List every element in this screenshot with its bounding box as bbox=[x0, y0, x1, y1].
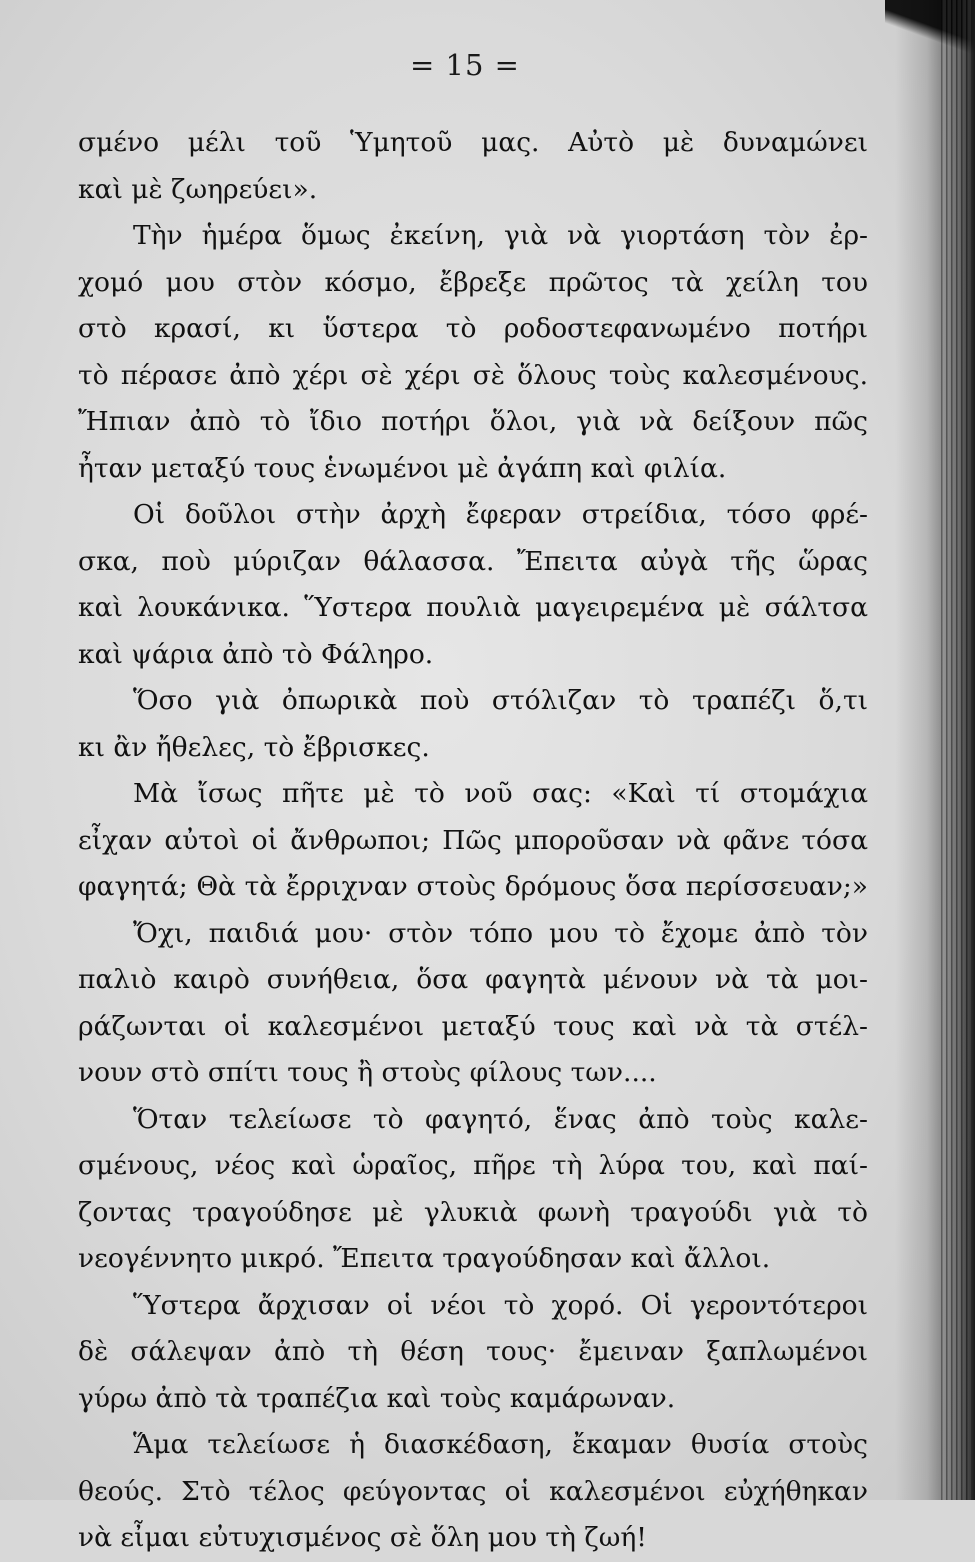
text-line: Οἱ δοῦλοι στὴν ἀρχὴ ἔφεραν στρείδια, τόσο φρέ- bbox=[133, 499, 868, 530]
text-line: Ὕστερα ἄρχισαν οἱ νέοι τὸ χορό. Οἱ γεροντότεροι bbox=[133, 1289, 868, 1321]
text-line: καὶ μὲ ζωηρεύει». bbox=[78, 173, 318, 205]
text-line: θεούς. Στὸ τέλος φεύγοντας οἱ καλεσμένοι εὐχήθηκαν bbox=[78, 1475, 868, 1507]
text-line: Ἅμα τελείωσε ἡ διασκέδαση, ἔκαμαν θυσία στοὺς bbox=[133, 1429, 868, 1460]
text-line: παλιὸ καιρὸ συνήθεια, ὅσα φαγητὰ μένουν νὰ τὰ μοι- bbox=[78, 964, 868, 995]
text-line: καὶ λουκάνικα. Ὕστερα πουλιὰ μαγειρεμένα μὲ σάλτσα bbox=[78, 592, 868, 623]
text-line: σμένους, νέος καὶ ὡραῖος, πῆρε τὴ λύρα του, καὶ παί- bbox=[78, 1150, 868, 1181]
text-line: γύρω ἀπὸ τὰ τραπέζια καὶ τοὺς καμάρωναν. bbox=[78, 1382, 676, 1414]
text-line: Τὴν ἡμέρα ὅμως ἐκείνη, γιὰ νὰ γιορτάση τὸν ἐρ- bbox=[133, 220, 868, 251]
text-line: τὸ πέρασε ἀπὸ χέρι σὲ χέρι σὲ ὅλους τοὺς καλεσμένους. bbox=[78, 359, 868, 391]
text-line: ράζωνται οἱ καλεσμένοι μεταξύ τους καὶ νὰ τὰ στέλ- bbox=[78, 1010, 868, 1042]
text-line: στὸ κρασί, κι ὕστερα τὸ ροδοστεφανωμένο ποτήρι bbox=[78, 313, 868, 344]
text-line: Ὄχι, παιδιά μου· στὸν τόπο μου τὸ ἔχομε ἀπὸ τὸν bbox=[133, 917, 868, 949]
text-line: κι ἂν ἤθελες, τὸ ἔβρισκες. bbox=[78, 731, 430, 763]
text-line: σκα, ποὺ μύριζαν θάλασσα. Ἔπειτα αὐγὰ τῆς ὥρας bbox=[78, 545, 868, 577]
text-line: ἦταν μεταξύ τους ἑνωμένοι μὲ ἀγάπη καὶ φιλία. bbox=[78, 452, 727, 484]
text-line: εἶχαν αὐτοὶ οἱ ἄνθρωποι; Πῶς μποροῦσαν νὰ φᾶνε τόσα bbox=[78, 824, 868, 856]
text-line: ζοντας τραγούδησε μὲ γλυκιὰ φωνὴ τραγούδι γιὰ τὸ bbox=[78, 1196, 868, 1228]
page-number: = 15 = bbox=[410, 48, 520, 82]
text-line: νὰ εἶμαι εὐτυχισμένος σὲ ὅλη μου τὴ ζωή! bbox=[78, 1522, 647, 1553]
text-line: νεογέννητο μικρό. Ἔπειτα τραγούδησαν καὶ ἄλλοι. bbox=[78, 1243, 771, 1274]
text-line: Ὅταν τελείωσε τὸ φαγητό, ἕνας ἀπὸ τοὺς καλε- bbox=[133, 1103, 868, 1135]
page-stack-edge bbox=[941, 0, 971, 1500]
text-line: δὲ σάλεψαν ἀπὸ τὴ θέση τους· ἔμειναν ξαπλωμένοι bbox=[78, 1336, 868, 1367]
text-line: χομό μου στὸν κόσμο, ἔβρεξε πρῶτος τὰ χείλη του bbox=[78, 266, 868, 298]
text-line: Ὅσο γιὰ ὀπωρικὰ ποὺ στόλιζαν τὸ τραπέζι ὅ,τι bbox=[133, 685, 868, 716]
text-line: φαγητά; Θὰ τὰ ἔρριχναν στοὺς δρόμους ὅσα περίσσευαν;» bbox=[78, 871, 868, 902]
text-line: Ἤπιαν ἀπὸ τὸ ἴδιο ποτήρι ὅλοι, γιὰ νὰ δείξουν πῶς bbox=[78, 406, 868, 437]
text-line: σμένο μέλι τοῦ Ὑμητοῦ μας. Αὐτὸ μὲ δυναμώνει bbox=[78, 127, 868, 158]
text-line: καὶ ψάρια ἀπὸ τὸ Φάληρο. bbox=[78, 638, 434, 670]
body-text bbox=[78, 120, 868, 1562]
text-line: νουν στὸ σπίτι τους ἢ στοὺς φίλους των.... bbox=[78, 1057, 657, 1088]
text-line: Μὰ ἴσως πῆτε μὲ τὸ νοῦ σας: «Καὶ τί στομάχια bbox=[133, 778, 868, 809]
